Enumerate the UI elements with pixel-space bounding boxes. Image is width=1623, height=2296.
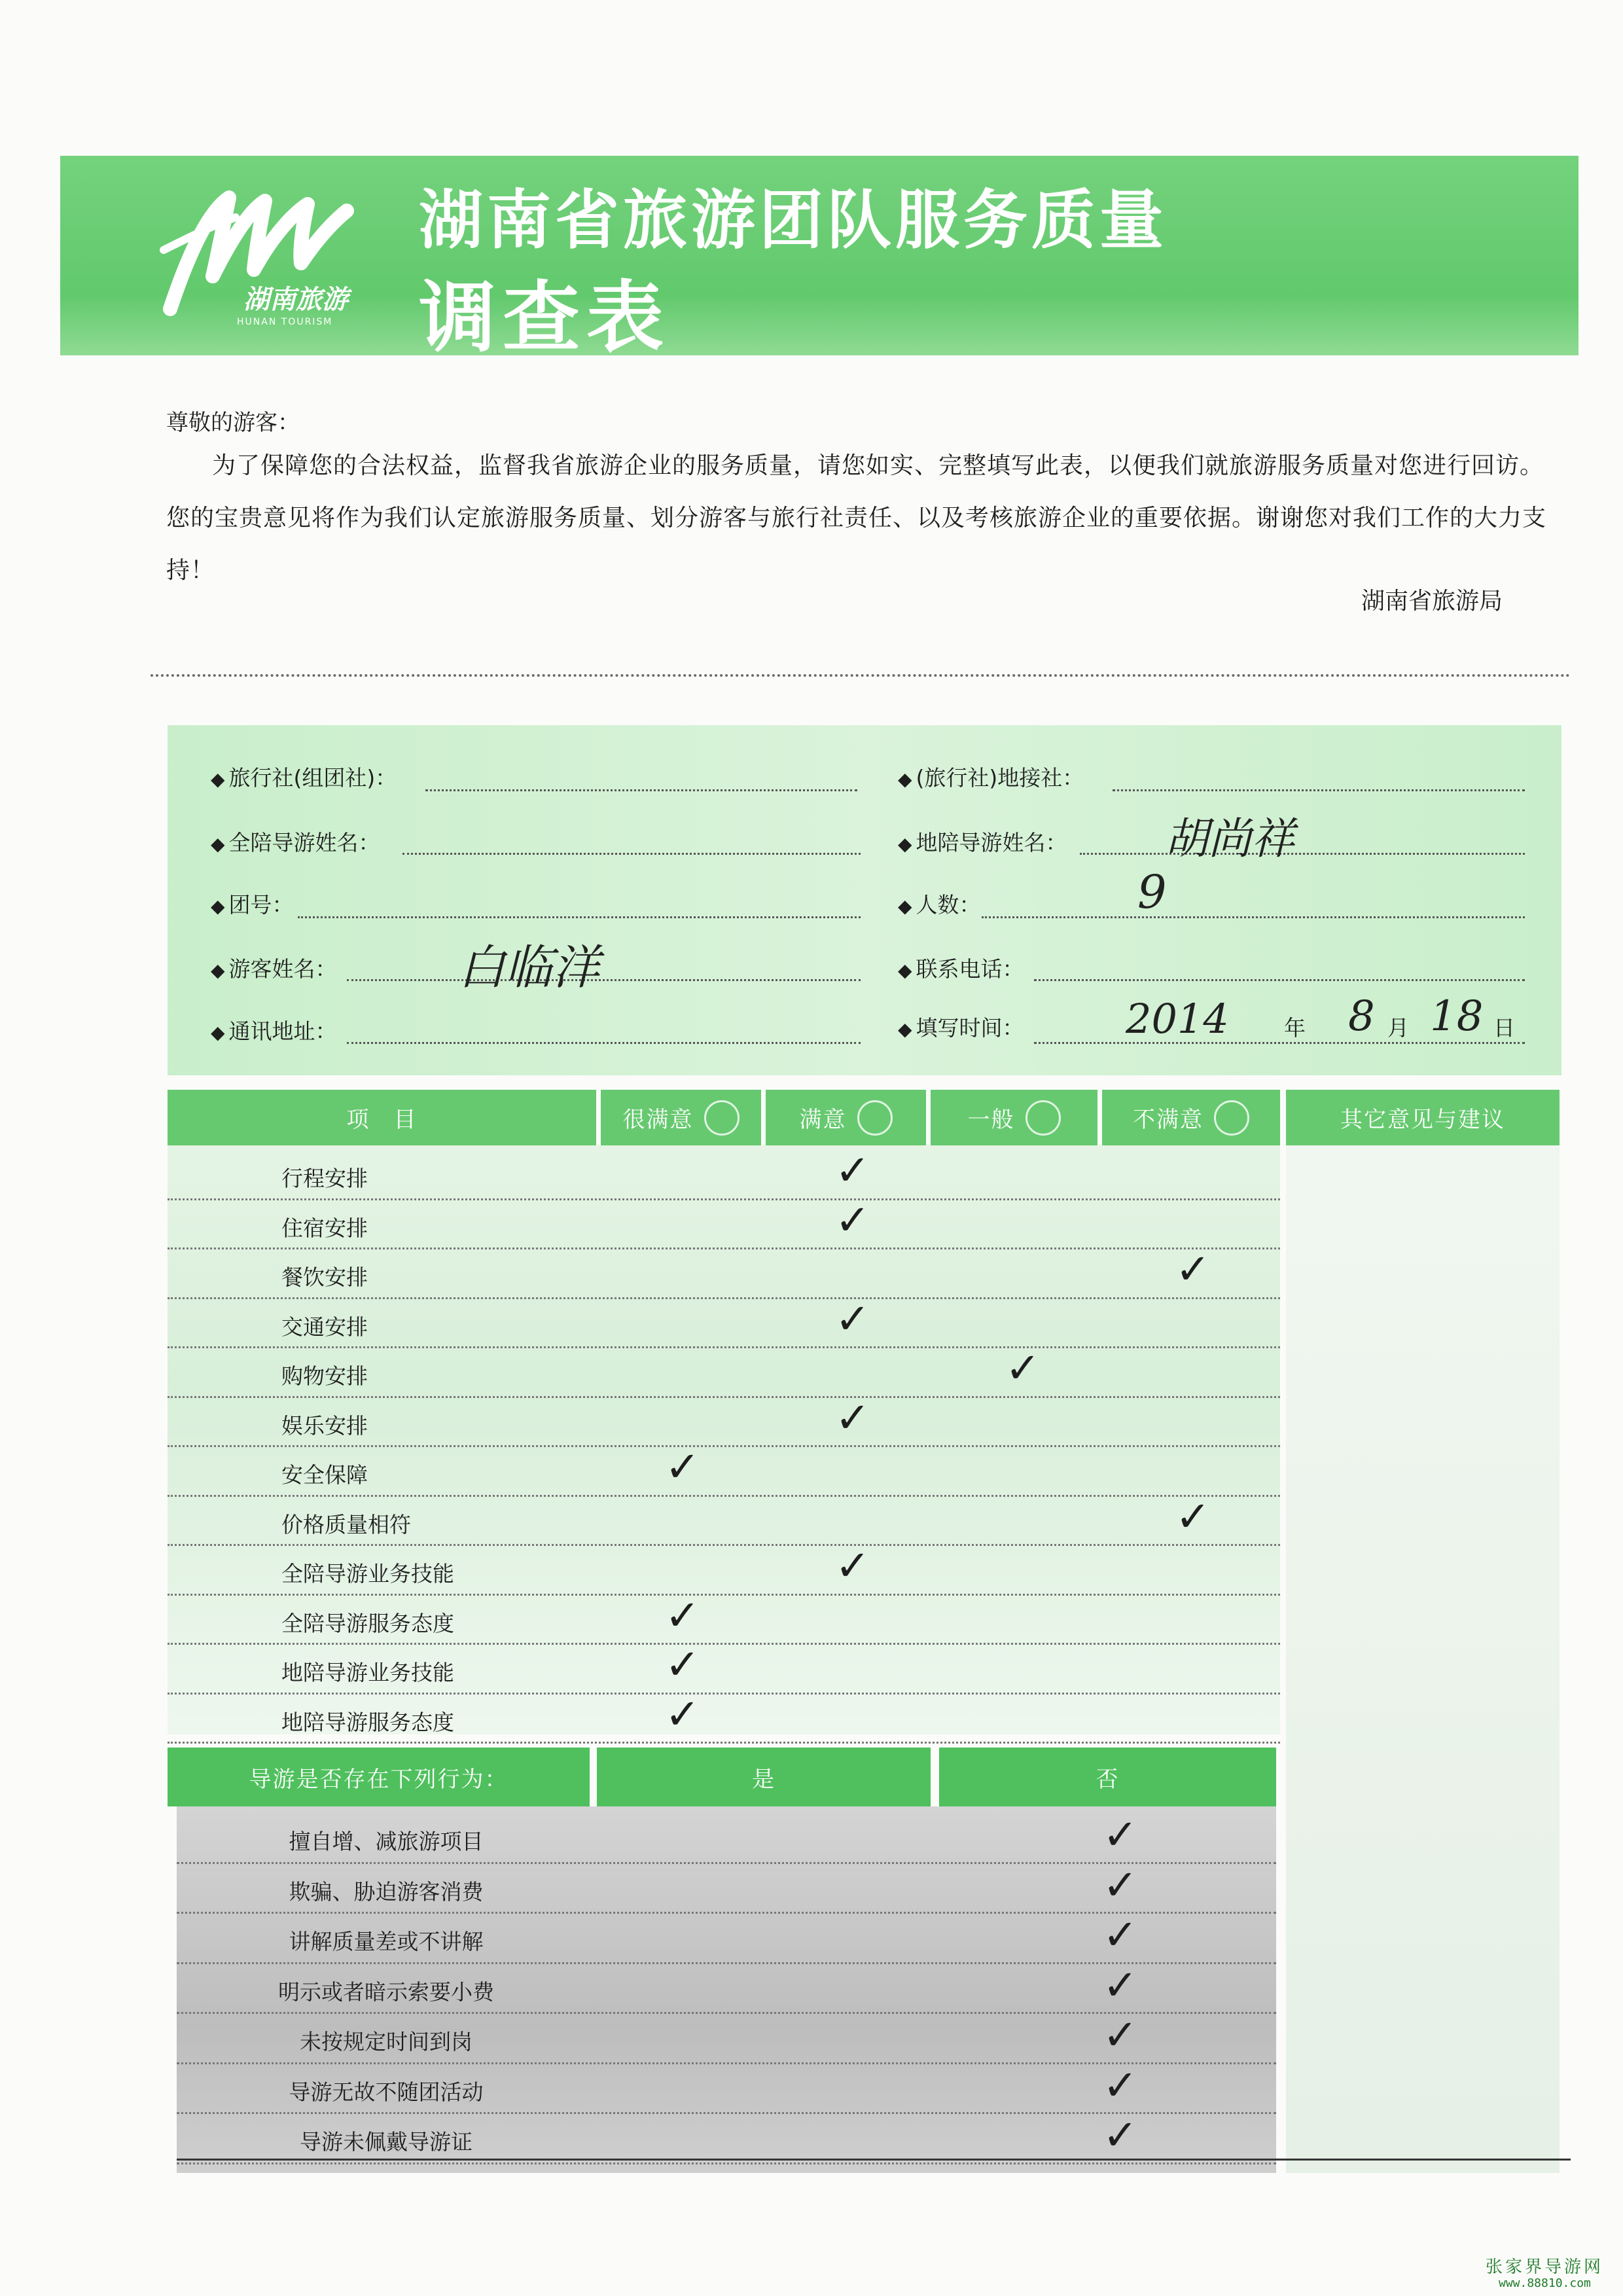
no-checkbox[interactable]: ✓ xyxy=(1103,2061,1138,2110)
rating-checkbox[interactable] xyxy=(665,1348,704,1393)
behaviour-header-no: 否 xyxy=(939,1748,1276,1806)
watermark-url: www.88810.com xyxy=(1499,2276,1591,2290)
table-row-divider xyxy=(168,1742,1280,1744)
rating-checkbox[interactable]: ✓ xyxy=(1005,1344,1041,1393)
smile-face-icon xyxy=(857,1100,893,1136)
rating-checkbox[interactable] xyxy=(1005,1694,1044,1740)
table-row-divider xyxy=(168,1396,1280,1398)
rating-checkbox[interactable]: ✓ xyxy=(665,1641,700,1689)
no-checkbox[interactable]: ✓ xyxy=(1103,2111,1138,2160)
yes-checkbox[interactable] xyxy=(753,1914,792,1960)
header-unsatisfied: 不满意 xyxy=(1102,1090,1280,1145)
smile-face-icon xyxy=(704,1100,740,1136)
intro-paragraph: 为了保障您的合法权益，监督我省旅游企业的服务质量，请您如实、完整填写此表，以便我们就旅游服务质量对您进行回访。您的宝贵意见将作为我们认定旅游服务质量、划分游客与旅行社责任、以及考核旅游企业的重要依据。谢谢您对我们工作的大力支持！ xyxy=(166,452,1547,584)
day-unit: 日 xyxy=(1493,1015,1515,1041)
behaviour-item-label: 欺骗、胁迫游客消费 xyxy=(289,1878,484,1905)
rating-checkbox[interactable] xyxy=(665,1545,704,1591)
rating-checkbox[interactable]: ✓ xyxy=(835,1542,870,1590)
behaviour-item-label: 讲解质量差或不讲解 xyxy=(289,1929,484,1954)
rating-checkbox[interactable] xyxy=(835,1644,874,1690)
yes-checkbox[interactable] xyxy=(753,1865,792,1910)
survey-item-label: 全陪导游服务态度 xyxy=(281,1610,454,1636)
rating-checkbox[interactable]: ✓ xyxy=(665,1443,700,1492)
rating-checkbox[interactable] xyxy=(1005,1397,1044,1443)
people-label: ◆ 人数： xyxy=(898,892,981,918)
address-field[interactable] xyxy=(347,1042,861,1044)
rating-checkbox[interactable] xyxy=(1005,1595,1044,1641)
table-row-divider xyxy=(168,1445,1280,1447)
yes-checkbox[interactable] xyxy=(753,1965,792,2011)
rating-checkbox[interactable] xyxy=(1175,1595,1215,1641)
table-row-divider xyxy=(177,2162,1276,2164)
yes-checkbox[interactable] xyxy=(753,2065,792,2111)
rating-checkbox[interactable]: ✓ xyxy=(1175,1246,1211,1294)
table-row-divider xyxy=(168,1247,1280,1249)
date-label: ◆ 填写时间： xyxy=(898,1015,1024,1041)
rating-checkbox[interactable] xyxy=(665,1200,704,1246)
rating-checkbox[interactable] xyxy=(1005,1249,1044,1295)
rating-checkbox[interactable] xyxy=(835,1446,874,1492)
no-checkbox[interactable]: ✓ xyxy=(1103,2011,1138,2060)
rating-checkbox[interactable] xyxy=(1005,1299,1044,1344)
rating-checkbox[interactable] xyxy=(835,1595,874,1641)
rating-checkbox[interactable] xyxy=(1175,1200,1215,1246)
rating-checkbox[interactable]: ✓ xyxy=(835,1393,870,1443)
survey-item-label: 地陪导游服务态度 xyxy=(281,1709,454,1735)
survey-item-label: 全陪导游业务技能 xyxy=(281,1561,454,1587)
rating-checkbox[interactable] xyxy=(1175,1348,1215,1393)
bottom-rule xyxy=(177,2159,1571,2161)
yes-checkbox[interactable] xyxy=(753,2115,792,2161)
rating-checkbox[interactable]: ✓ xyxy=(1175,1492,1211,1541)
behaviour-item-label: 导游未佩戴导游证 xyxy=(300,2129,473,2155)
survey-item-label: 娱乐安排 xyxy=(281,1412,368,1439)
header-satisfied: 满意 xyxy=(766,1090,926,1145)
rating-checkbox[interactable] xyxy=(835,1694,874,1740)
suggestions-column[interactable] xyxy=(1286,1090,1560,2173)
header-very-satisfied: 很满意 xyxy=(601,1090,761,1145)
yes-checkbox[interactable] xyxy=(753,1814,792,1860)
logo-text: 湖南旅游 xyxy=(243,284,348,315)
header-item: 项 目 xyxy=(168,1090,596,1145)
behaviour-header-yes: 是 xyxy=(597,1748,931,1806)
survey-item-label: 安全保障 xyxy=(281,1462,368,1488)
behaviour-item-label: 导游无故不随团活动 xyxy=(289,2079,484,2105)
phone-label: ◆ 联系电话： xyxy=(898,956,1024,982)
rating-checkbox[interactable] xyxy=(1175,1545,1215,1591)
rating-checkbox[interactable] xyxy=(1005,1496,1044,1542)
survey-item-label: 住宿安排 xyxy=(281,1215,368,1241)
rating-checkbox[interactable] xyxy=(665,1496,704,1542)
no-checkbox[interactable]: ✓ xyxy=(1103,1911,1138,1960)
rating-checkbox[interactable]: ✓ xyxy=(665,1591,700,1640)
divider xyxy=(151,674,1571,677)
survey-item-label: 交通安排 xyxy=(281,1314,368,1340)
rating-checkbox[interactable] xyxy=(1005,1545,1044,1591)
table-row-divider xyxy=(168,1198,1280,1200)
survey-item-label: 行程安排 xyxy=(281,1166,368,1191)
rating-checkbox[interactable]: ✓ xyxy=(835,1147,870,1195)
table-row-divider xyxy=(168,1495,1280,1497)
rating-checkbox[interactable] xyxy=(835,1496,874,1542)
table-row-divider xyxy=(168,1346,1280,1348)
people-count-handwritten: 9 xyxy=(1137,865,1167,919)
survey-item-label: 地陪导游业务技能 xyxy=(281,1660,454,1685)
rating-checkbox[interactable]: ✓ xyxy=(665,1690,700,1739)
rating-checkbox[interactable] xyxy=(1175,1644,1215,1690)
local-agency-field[interactable] xyxy=(1113,789,1525,791)
tourist-field[interactable] xyxy=(347,979,861,981)
issuer: 湖南省旅游局 xyxy=(1361,588,1503,615)
tourist-label: ◆ 游客姓名： xyxy=(211,956,337,982)
rating-checkbox[interactable] xyxy=(1175,1150,1215,1196)
survey-item-label: 价格质量相符 xyxy=(281,1511,411,1537)
neutral-face-icon xyxy=(1026,1100,1061,1136)
tourist-name-handwritten: 白临洋 xyxy=(458,940,600,995)
rating-checkbox[interactable] xyxy=(835,1348,874,1393)
survey-item-label: 购物安排 xyxy=(281,1363,368,1389)
sad-face-icon xyxy=(1214,1100,1249,1136)
address-label: ◆ 通讯地址： xyxy=(211,1018,337,1044)
local-agency-label: ◆ (旅行社)地接社： xyxy=(898,765,1084,791)
rating-checkbox[interactable] xyxy=(835,1249,874,1295)
no-checkbox[interactable]: ✓ xyxy=(1103,1811,1138,1859)
header-suggestions: 其它意见与建议 xyxy=(1286,1090,1560,1145)
behaviour-header-question: 导游是否存在下列行为： xyxy=(168,1748,590,1806)
guide-field[interactable] xyxy=(402,853,861,855)
phone-field[interactable] xyxy=(1034,979,1525,981)
yes-checkbox[interactable] xyxy=(753,2015,792,2060)
table-row-divider xyxy=(168,1297,1280,1299)
table-row-divider xyxy=(168,1693,1280,1695)
page-subtitle: 调查表 xyxy=(419,272,671,363)
guide-label: ◆ 全陪导游姓名： xyxy=(211,830,380,855)
rating-checkbox[interactable] xyxy=(1175,1397,1215,1443)
agency-field[interactable] xyxy=(425,789,857,791)
date-field[interactable] xyxy=(1034,1042,1525,1044)
rating-checkbox[interactable] xyxy=(665,1249,704,1295)
local-guide-name-handwritten: 胡尚祥 xyxy=(1165,814,1294,864)
rating-checkbox[interactable] xyxy=(1005,1644,1044,1690)
agency-label: ◆ 旅行社(组团社)： xyxy=(211,765,397,791)
behaviour-item-label: 擅自增、减旅游项目 xyxy=(289,1829,484,1854)
header-average: 一般 xyxy=(931,1090,1097,1145)
date-month-handwritten: 8 xyxy=(1348,992,1375,1041)
rating-checkbox[interactable] xyxy=(1005,1200,1044,1246)
rating-checkbox[interactable] xyxy=(665,1299,704,1344)
rating-checkbox[interactable]: ✓ xyxy=(835,1295,870,1344)
no-checkbox[interactable]: ✓ xyxy=(1103,1961,1138,2010)
group-no-field[interactable] xyxy=(298,916,861,918)
rating-checkbox[interactable] xyxy=(1175,1694,1215,1740)
logo-subtext: HUNAN TOURISM xyxy=(237,317,333,327)
behaviour-item-label: 明示或者暗示索要小费 xyxy=(278,1979,494,2005)
rating-checkbox[interactable] xyxy=(1005,1150,1044,1196)
survey-item-label: 餐饮安排 xyxy=(281,1265,368,1290)
local-guide-label: ◆ 地陪导游姓名： xyxy=(898,830,1067,855)
group-no-label: ◆ 团号： xyxy=(211,892,294,918)
behaviour-item-label: 未按规定时间到岗 xyxy=(300,2029,473,2054)
page-title: 湖南省旅游团队服务质量 xyxy=(419,183,1168,258)
month-unit: 月 xyxy=(1387,1015,1409,1041)
no-checkbox[interactable]: ✓ xyxy=(1103,1861,1138,1910)
rating-checkbox[interactable] xyxy=(1005,1446,1044,1492)
rating-checkbox[interactable] xyxy=(1175,1446,1215,1492)
rating-checkbox[interactable]: ✓ xyxy=(835,1196,870,1245)
year-unit: 年 xyxy=(1284,1015,1306,1041)
rating-checkbox[interactable] xyxy=(665,1397,704,1443)
watermark-name: 张家界导游网 xyxy=(1486,2257,1604,2277)
table-row-divider xyxy=(168,1544,1280,1546)
date-day-handwritten: 18 xyxy=(1430,992,1484,1041)
rating-checkbox[interactable] xyxy=(1175,1299,1215,1344)
table-row-divider xyxy=(168,1643,1280,1645)
date-year-handwritten: 2014 xyxy=(1126,995,1229,1043)
local-guide-field[interactable] xyxy=(1080,853,1525,855)
salutation: 尊敬的游客： xyxy=(166,410,300,436)
table-row-divider xyxy=(168,1594,1280,1596)
people-field[interactable] xyxy=(982,916,1525,918)
rating-checkbox[interactable] xyxy=(665,1150,704,1196)
